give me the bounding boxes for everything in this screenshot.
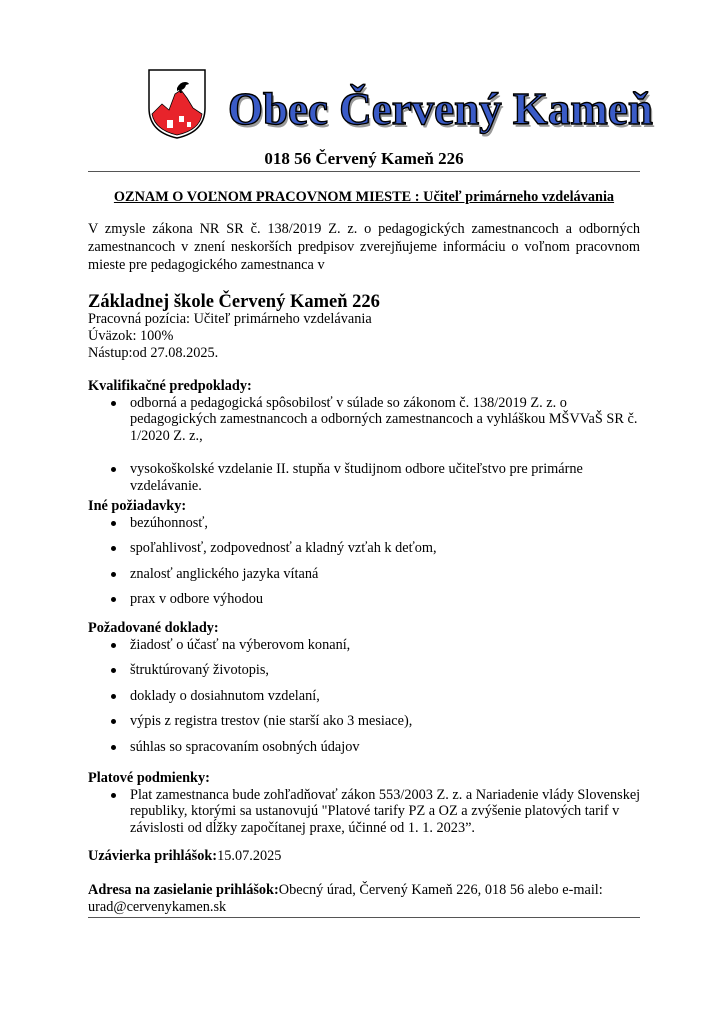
list-item: odborná a pedagogická spôsobilosť v súlade so zákonom č. 138/2019 Z. z. o pedagogických zamestnancoch a odborných zamestnancoch a vyhláškou MŠVVaŠ SR č. 1/2020 Z. z.,	[88, 395, 648, 445]
other-requirements-list	[88, 515, 648, 608]
list-item: prax v odbore výhodou	[88, 591, 648, 608]
salary-heading: Platové podmienky:	[88, 770, 210, 786]
position-workload: Úväzok: 100%	[88, 327, 174, 344]
position-start: Nástup:od 27.08.2025.	[88, 344, 219, 361]
list-item: súhlas so spracovaním osobných údajov	[88, 739, 648, 756]
position-role: Pracovná pozícia: Učiteľ primárneho vzdelávania	[88, 311, 372, 327]
coat-of-arms-icon	[147, 68, 207, 140]
qualifications-section	[88, 378, 648, 494]
list-item: bezúhonnosť,	[88, 515, 648, 532]
documents-section	[88, 620, 648, 755]
documents-list	[88, 637, 648, 756]
notice-intro: V zmysle zákona NR SR č. 138/2019 Z. z. o pedagogických zamestnancoch a odborných zamestnancoch v znení neskorších predpisov zverejňujeme informáciu o voľnom pracovnom mieste pre pedagogického zamestnanca v	[88, 221, 640, 273]
salary-section	[88, 770, 648, 836]
list-item: doklady o dosiahnutom vzdelaní,	[88, 688, 648, 705]
submission-label: Adresa na zasielanie prihlášok:	[88, 882, 279, 898]
position-info	[88, 311, 640, 361]
other-requirements-section	[88, 498, 648, 608]
list-item: znalosť anglického jazyka vítaná	[88, 566, 648, 583]
submission-value: Obecný úrad, Červený Kameň 226, 018 56 alebo e-mail: urad@cervenykamen.sk	[88, 882, 603, 915]
salary-list	[88, 787, 648, 837]
municipality-title: Obec Červený Kameň	[228, 84, 653, 134]
notice-title: OZNAM O VOĽNOM PRACOVNOM MIESTE : Učiteľ primárneho vzdelávania	[113, 189, 615, 205]
deadline-label: Uzávierka prihlášok:	[88, 848, 218, 864]
qualifications-list	[88, 395, 648, 495]
submission-address	[88, 882, 640, 918]
other-requirements-heading: Iné požiadavky:	[88, 498, 187, 514]
municipality-address: 018 56 Červený Kameň 226	[88, 148, 640, 172]
deadline	[88, 848, 281, 865]
list-item: štruktúrovaný životopis,	[88, 662, 648, 679]
school-name: Základnej škole Červený Kameň 226	[88, 292, 380, 312]
list-item: výpis z registra trestov (nie starší ako 3 mesiace),	[88, 713, 648, 730]
list-item: spoľahlivosť, zodpovednosť a kladný vzťah k deťom,	[88, 540, 648, 557]
list-item: vysokoškolské vzdelanie II. stupňa v študijnom odbore učiteľstvo pre primárne vzdelávanie.	[88, 461, 648, 494]
documents-heading: Požadované doklady:	[88, 620, 219, 636]
deadline-value: 15.07.2025	[217, 848, 282, 864]
qualifications-heading: Kvalifikačné predpoklady:	[88, 378, 252, 394]
list-item: žiadosť o účasť na výberovom konaní,	[88, 637, 648, 654]
list-item: Plat zamestnanca bude zohľadňovať zákon 553/2003 Z. z. a Nariadenie vlády Slovenskej republiky, ktorými sa ustanovujú "Platové tarify PZ a OZ a zvýšenie platových tarif v závislosti od dĺžky započítanej praxe, účinné od 1. 1. 2023”.	[88, 787, 648, 837]
